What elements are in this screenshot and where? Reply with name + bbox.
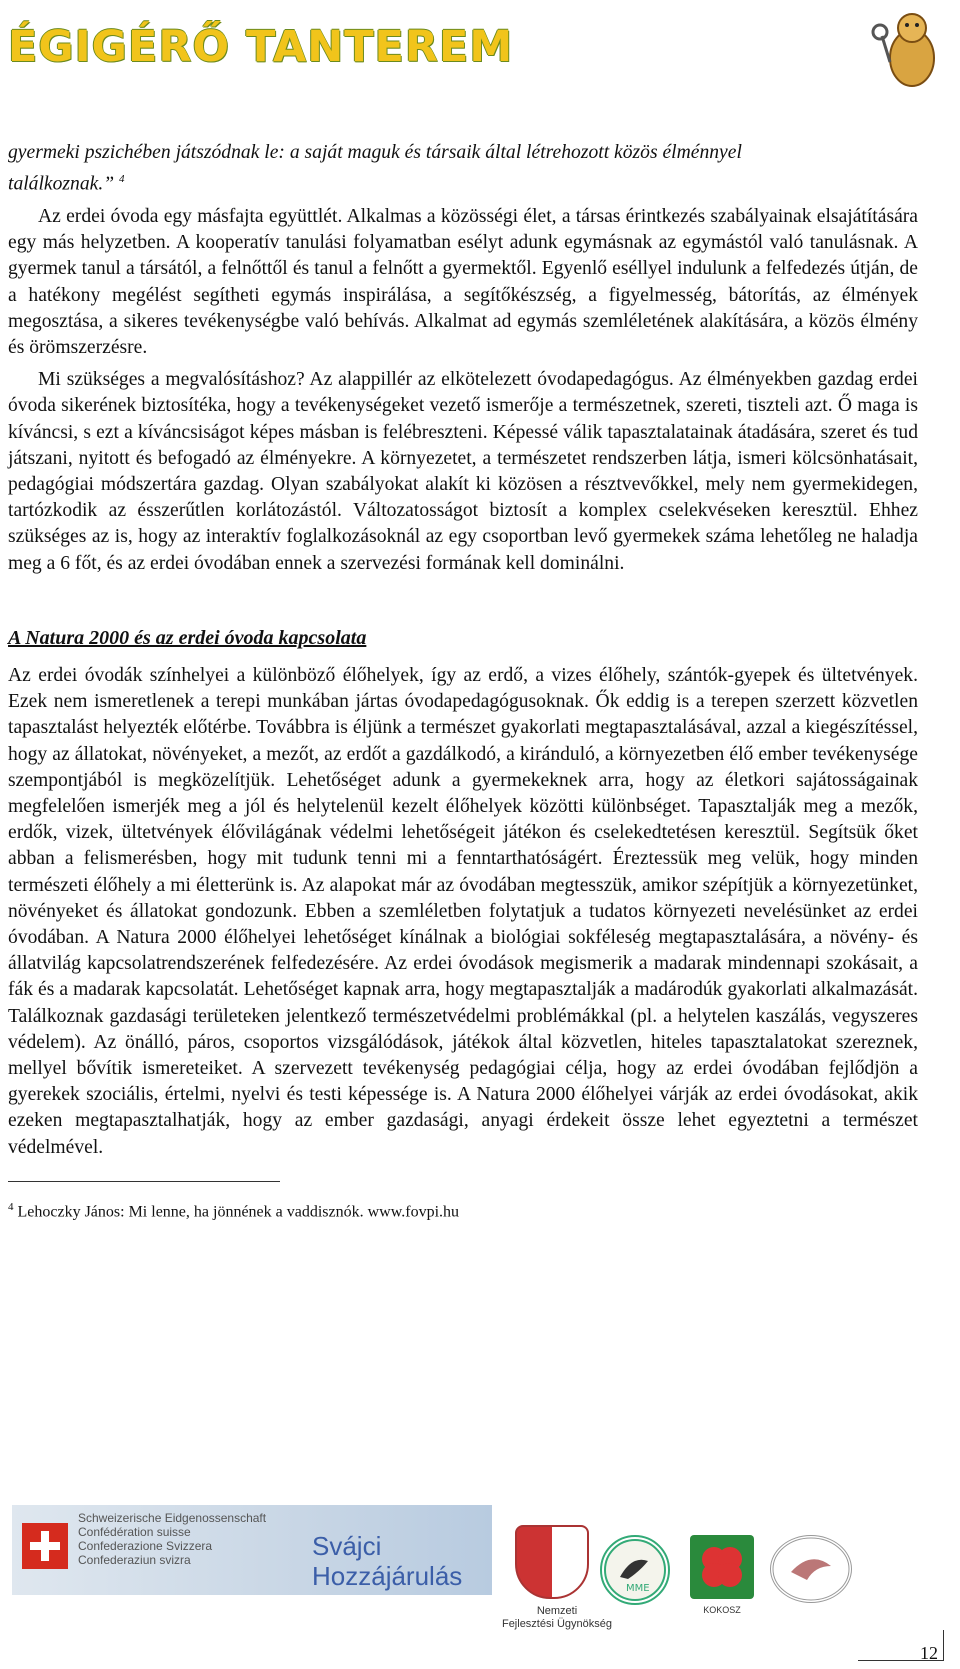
swiss-contribution-line: Hozzájárulás [312,1561,463,1591]
section-paragraph: Az erdei óvodák színhelyei a különböző élőhelyek, így az erdő, a vizes élőhely, szántók-gyepek és ültetvények. Ezek nem ismeretlenek a terepi munkában jártas óvodapedagógusoknak. Ők eddig is a terepen szerzett közvetlen tapasztalást helyezték előtérbe. Továbbra is éljünk a természet gyakorlati megtapasztalásával, azzal a kiegészítéssel, hogy az állatokat, növényeket, a mezőt, az erdőt a gazdálkodó, a kiránduló, a környezetben élő ember tevékenysége szempontjából is megközelítjük. Lehetőséget adunk a gyermekeknek arra, hogy az életkori sajátosságainak megfelelően ismerjék meg a jól és helytelenül kezelt élőhelyek közötti különbséget. Tapasztalják meg a mezők, erdők, vizek, ültetvények élővilágának védelmi lehetőségeit játékon és cselekedtetésen keresztül. Segítsük őket abban a felismerésben, hogy mit tudunk tenni mi a fenntarthatóságért. Éreztessük meg velük, hogy minden természeti élőhely a mi életterünk is. Az alapokat már az óvodában megtesszük, amikor szépítjük a környezetünket, növényeket és állatokat gondozunk. Ebben a szemléletben folytatjuk a tudatos környezeti nevelésünket az erdei óvodában. A Natura 2000 élőhelyei lehetőséget kínálnak a biológiai sokféleség megtapasztalására, a növény- és állatvilág kapcsolatrendszerének felfedezésére. Az erdei óvodások megismerik a madarak mindennapi szokásait, a fák és a madarak kapcsolatát. Lehetőséget kapnak arra, hogy megtapasztalják a madárodúk gyakorlati alkalmazását. Találkoznak gazdasági területeken jelentkező természetvédelmi problémákkal (pl. a helytelen kaszálás, vegyszeres védelem). Az önálló, páros, csoportos vizsgálódások, játékok által közvetlen, hiteles tapasztalatokat szereznek, mellyel bővítik ismereteiket. A szervezett tevékenység pedagógiai célja, hogy az erdei óvodában fejlődjön a gyerekek szociális, értelmi, nyelvi és testi képessége is. A Natura 2000 élőhelyei várják az erdei óvodásokat, akik ezeken megtapasztalhatják, hogy az ember gazdasági, anyagi érdekeit össze lehet egyeztetni a természet védelmével. [8,664,918,1158]
paragraph: Mi szükséges a megvalósításhoz? Az alappillér az elkötelezett óvodapedagógus. Az élményekben gazdag erdei óvoda sikerének biztosítéka, hogy a tevékenységeket vezető ismerője a természetnek, szereti, tiszteli azt. Ő maga is kíváncsi, s ezt a kíváncsiságot képes másban is felébreszteni. Képessé válik tapasztalatainak átadására, szeret és tud játszani, nyitott és befogadó az élményekre. A környezetet, a természetet rendszerben látja, ismeri kölcsönhatásait, pedagógiai módszertára gazdag. Olyan szabályokat alakít ki közösen a résztvevőkkel, mely nem gyermekidegen, tartózkodik az ésszerűtlen korlátozástól. Változatosságot biztosít a komplex cselekvéseken keresztül. Ehhez szükséges az is, hogy az interaktív foglalkozásoknál az egy csoportban levő gyermekek száma lehetőleg ne haladja meg a 6 főt, és az erdei óvodában ennek a szervezési formának kell dominálni. [8,369,918,574]
nfu-line: Nemzeti [536,1605,578,1617]
swiss-contribution-banner [12,1505,492,1595]
marmot-mascot-icon [868,6,952,90]
nfu-line: Fejlesztési Ügynökség [501,1618,613,1630]
swiss-name: Confédération suisse [78,1525,191,1539]
footnote [8,1194,918,1226]
quote-line-1: gyermeki pszichében játszódnak le: a saját maguk és társaik által létrehozott közös élménnyel [8,142,742,163]
swiss-contribution-text [312,1531,462,1591]
bird-circle-logo-icon [770,1535,852,1603]
swiss-name: Confederazione Svizzera [78,1539,213,1553]
swiss-contribution-line: Svájci [312,1531,382,1561]
swiss-name: Schweizerische Eidgenossenschaft [78,1511,267,1525]
footnote-number: 4 [8,1200,14,1213]
svg-text:MME: MME [626,1583,650,1594]
quote-line-2: találkoznak.” [8,173,115,195]
paragraph: Az erdei óvoda egy másfajta együttlét. Alkalmas a közösségi élet, a társas érintkezés szabályainak elsajátítására egy más helyzetben. A kooperatív tanulási folyamatban esélyt adunk egymásnak az egymástól való tanulásnak. A gyermek tanul a társától, a felnőttől és tanul a felnőtt a gyermektől. Egyenlő eséllyel indulunk a felfedezés útján, de a hatékony megélést segítheti egymás inspirálása, a segítőkészség, a figyelmesség, bátorítás, az élmények megosztása, a sikeres tevékenységbe való behívás. Alkalmat ad egymás szemléletének alakítására, a közös élmény és örömszerzésre. [8,205,918,358]
page-number: 12 [920,1643,938,1663]
logo-title: ÉGIGÉRŐ TANTEREM [8,22,514,72]
kokosz-clover-logo-icon [690,1535,754,1599]
hungarian-coat-of-arms-icon [515,1525,589,1599]
swiss-confederation-names [78,1511,266,1567]
page-header [0,0,960,95]
quote-text [8,140,918,198]
kokosz-label: KOKOSZ [703,1605,741,1615]
swiss-name: Confederaziun svizra [78,1553,191,1567]
mme-bird-logo-icon [600,1535,670,1605]
section-heading: A Natura 2000 és az erdei óvoda kapcsolata [8,626,367,649]
footnote-text: Lehoczky János: Mi lenne, ha jönnének a vaddisznók. www.fovpi.hu [17,1203,460,1221]
document-body [8,140,918,1225]
nfu-label [492,1605,622,1631]
swiss-flag-icon [22,1523,68,1569]
footnote-divider [8,1181,280,1182]
footnote-ref: 4 [119,173,125,186]
sponsor-footer [0,1495,960,1669]
